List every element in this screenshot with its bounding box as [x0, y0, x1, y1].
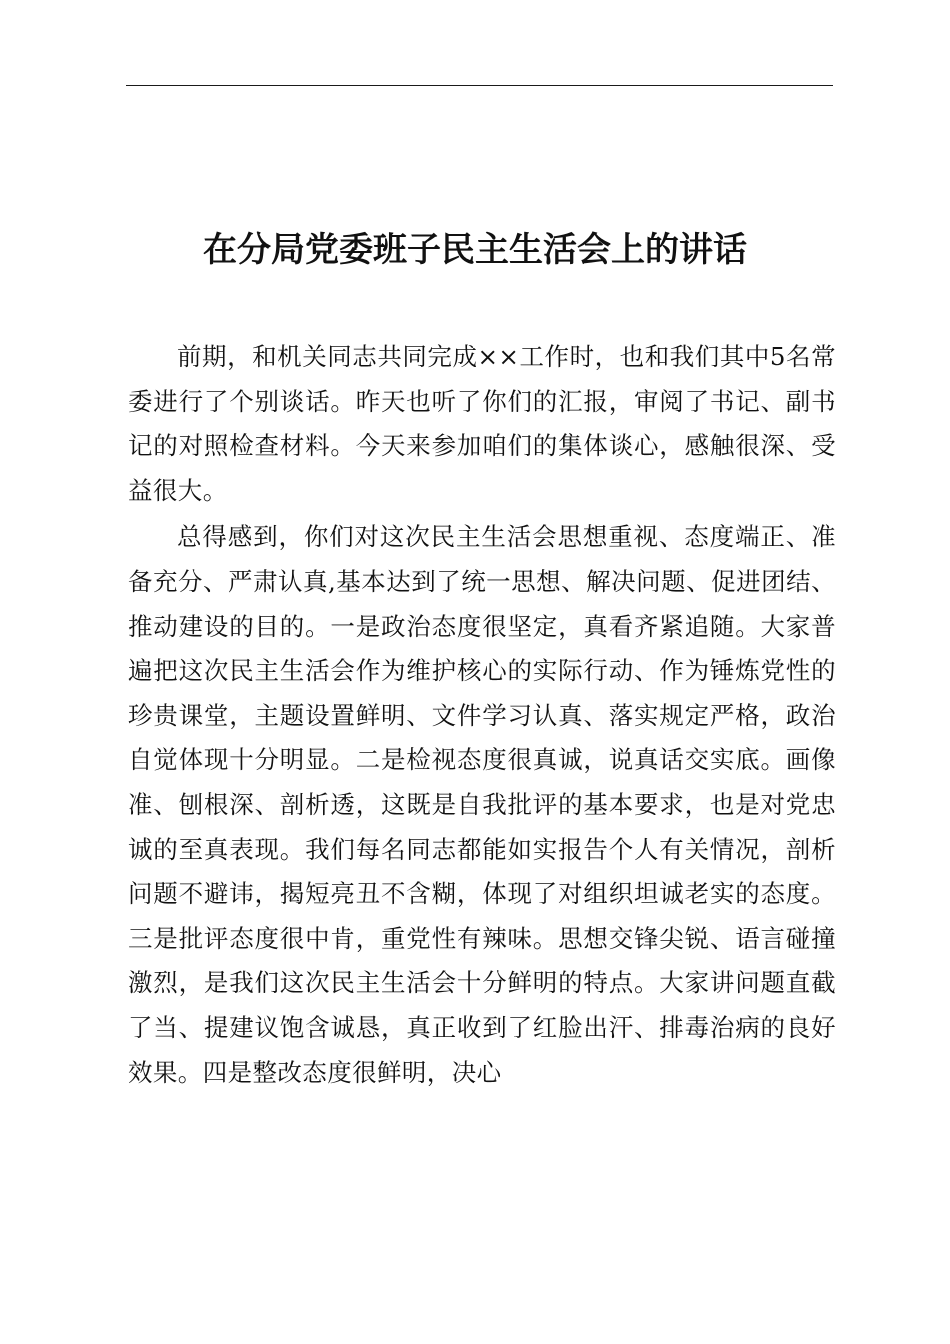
header-rule: [126, 85, 833, 86]
paragraph-2: 总得感到，你们对这次民主生活会思想重视、态度端正、准备充分、严肃认真,基本达到了统一思想、解决问题、促进团结、推动建设的目的。一是政治态度很坚定，真看齐紧追随。大家普遍把这次民主生活会作为维护核心的实际行动、作为锤炼党性的珍贵课堂，主题设置鲜明、文件学习认真、落实规定严格，政治自觉体现十分明显。二是检视态度很真诚，说真话交实底。画像准、刨根深、剖析透，这既是自我批评的基本要求，也是对党忠诚的至真表现。我们每名同志都能如实报告个人有关情况，剖析问题不避讳，揭短亮丑不含糊，体现了对组织坦诚老实的态度。三是批评态度很中肯，重党性有辣味。思想交锋尖锐、语言碰撞激烈，是我们这次民主生活会十分鲜明的特点。大家讲问题直截了当、提建议饱含诚恳，真正收到了红脸出汗、排毒治病的良好效果。四是整改态度很鲜明，决心: [128, 522, 836, 1087]
paragraph-1: 前期，和机关同志共同完成××工作时，也和我们其中5名常委进行了个别谈话。昨天也听了你们的汇报，审阅了书记、副书记的对照检查材料。今天来参加咱们的集体谈心，感触很深、受益很大。: [128, 342, 836, 505]
document-body: [128, 335, 836, 1095]
document-title: 在分局党委班子民主生活会上的讲话: [203, 230, 747, 270]
